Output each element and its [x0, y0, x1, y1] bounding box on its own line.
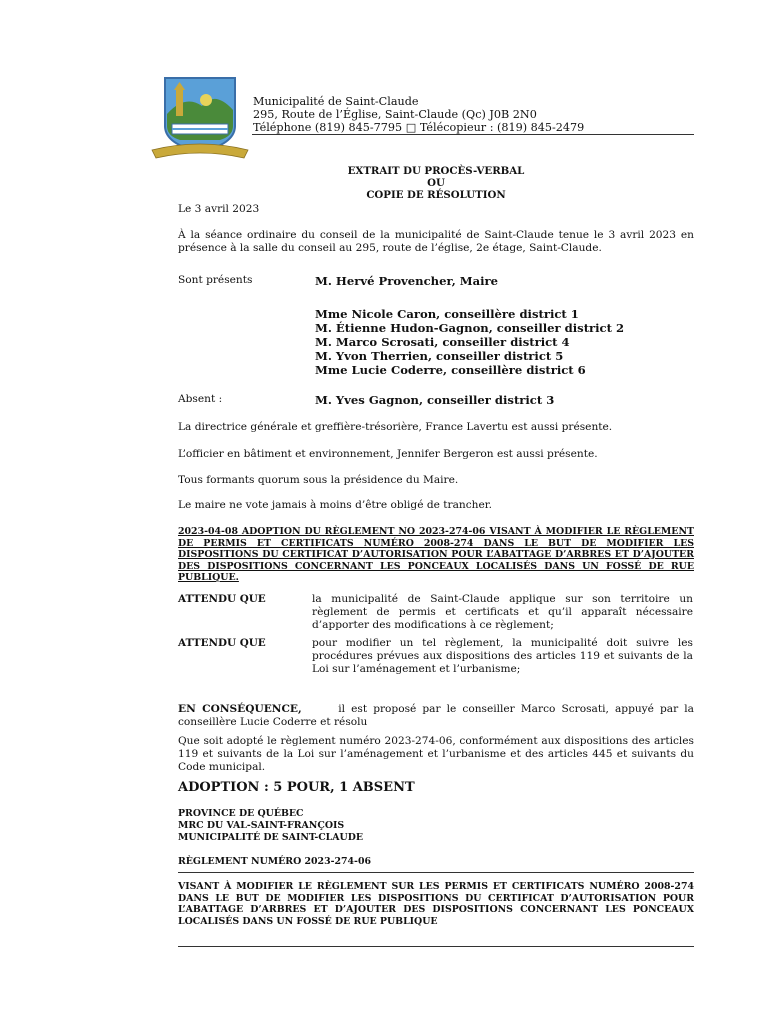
paragraph-quorum: Tous formants quorum sous la présidence du Maire. — [178, 474, 459, 486]
municipality-line: MUNICIPALITÉ DE SAINT-CLAUDE — [178, 832, 363, 843]
consequence-text: il est proposé par le conseiller Marco Scrosati, appuyé par la conseillère Lucie Coderre et résolu — [178, 703, 694, 728]
mayor-name: M. Hervé Provencher, Maire — [315, 274, 499, 288]
municipality-name: Municipalité de Saint-Claude — [253, 95, 419, 108]
mrc-line: MRC DU VAL-SAINT-FRANÇOIS — [178, 820, 345, 831]
absent-label: Absent : — [178, 393, 223, 405]
municipality-phone-fax: Téléphone (819) 845-7795 □ Télécopieur : (819) 845-2479 — [253, 121, 585, 134]
letterhead — [253, 95, 584, 134]
province-line: PROVINCE DE QUÉBEC — [178, 808, 304, 819]
attendu-text-2: pour modifier un tel règlement, la municipalité doit suivre les procédures prévues aux dispositions des articles 119 et suivants de la Loi sur l’aménagement et l’urbanisme; — [312, 637, 693, 675]
rule-bottom — [178, 946, 694, 947]
councillor-6: Mme Lucie Coderre, conseillère district 6 — [315, 363, 586, 377]
doc-title-line2: OU — [427, 177, 445, 189]
councillor-1: Mme Nicole Caron, conseillère district 1 — [315, 307, 579, 321]
paragraph-officer: L’officier en bâtiment et environnement, Jennifer Bergeron est aussi présente. — [178, 448, 598, 460]
adoption-paragraph: Que soit adopté le règlement numéro 2023-274-06, conformément aux dispositions des articles 119 et suivants de la Loi sur l’aménagement et l’urbanisme et des articles 445 et suivants du Code municipal. — [178, 735, 694, 773]
municipal-crest-logo — [150, 76, 250, 162]
paragraph-mayor-vote: Le maire ne vote jamais à moins d’être obligé de trancher. — [178, 499, 493, 511]
present-label: Sont présents — [178, 274, 253, 286]
absent-member: M. Yves Gagnon, conseiller district 3 — [315, 393, 555, 407]
attendu-label-1: ATTENDU QUE — [178, 593, 266, 605]
paragraph-director: La directrice générale et greffière-trésorière, France Lavertu est aussi présente. — [178, 421, 613, 433]
doc-title-line1: EXTRAIT DU PROCÈS-VERBAL — [347, 165, 525, 177]
regulation-title: VISANT À MODIFIER LE RÈGLEMENT SUR LES PERMIS ET CERTIFICATS NUMÉRO 2008-274 DANS LE BUT DE MODIFIER LES DISPOSITIONS DU CERTIFICAT D’AUTORISATION POUR L’ABATTAGE D’ARBRES ET D’AJOUTER DES DISPOSITIONS CONCERNANT LES PONCEAUX LOCALISÉS DANS UN FOSSÉ DE RUE PUBLIQUE — [178, 881, 694, 927]
header-rule — [252, 134, 694, 135]
resolution-subject: 2023-04-08 ADOPTION DU RÈGLEMENT NO 2023-274-06 VISANT À MODIFIER LE RÈGLEMENT DE PERMIS ET CERTIFICATS NUMÉRO 2008-274 DANS LE BUT DE MODIFIER LES DISPOSITIONS DU CERTIFICAT D’AUTORISATION POUR L’ABATTAGE D’ARBRES ET D’AJOUTER DES DISPOSITIONS CONCERNANT LES PONCEAUX LOCALISÉS DANS UN FOSSÉ DE RUE PUBLIQUE. — [178, 526, 694, 583]
councillor-5: M. Yvon Therrien, conseiller district 5 — [315, 349, 564, 363]
attendu-label-2: ATTENDU QUE — [178, 637, 266, 649]
doc-title-line3: COPIE DE RÉSOLUTION — [366, 189, 506, 201]
consequence-label: EN CONSÉQUENCE, — [178, 703, 302, 715]
intro-paragraph: À la séance ordinaire du conseil de la municipalité de Saint-Claude tenue le 3 avril 2023 en présence à la salle du conseil au 295, route de l’église, 2e étage, Saint-Claude. — [178, 229, 694, 254]
councillor-4: M. Marco Scrosati, conseiller district 4 — [315, 335, 570, 349]
regulation-number: RÈGLEMENT NUMÉRO 2023-274-06 — [178, 856, 371, 867]
councillor-2: M. Étienne Hudon-Gagnon, conseiller district 2 — [315, 321, 625, 335]
consequence-paragraph — [178, 703, 694, 729]
attendu-text-1: la municipalité de Saint-Claude applique sur son territoire un règlement de permis et certificats et qu’il apparaît nécessaire d’apporter des modifications à ce règlement; — [312, 593, 693, 631]
meeting-date: Le 3 avril 2023 — [178, 203, 260, 215]
rule-top — [178, 872, 694, 873]
municipality-address: 295, Route de l’Église, Saint-Claude (Qc) J0B 2N0 — [253, 108, 537, 121]
vote-result: ADOPTION : 5 POUR, 1 ABSENT — [178, 780, 415, 795]
